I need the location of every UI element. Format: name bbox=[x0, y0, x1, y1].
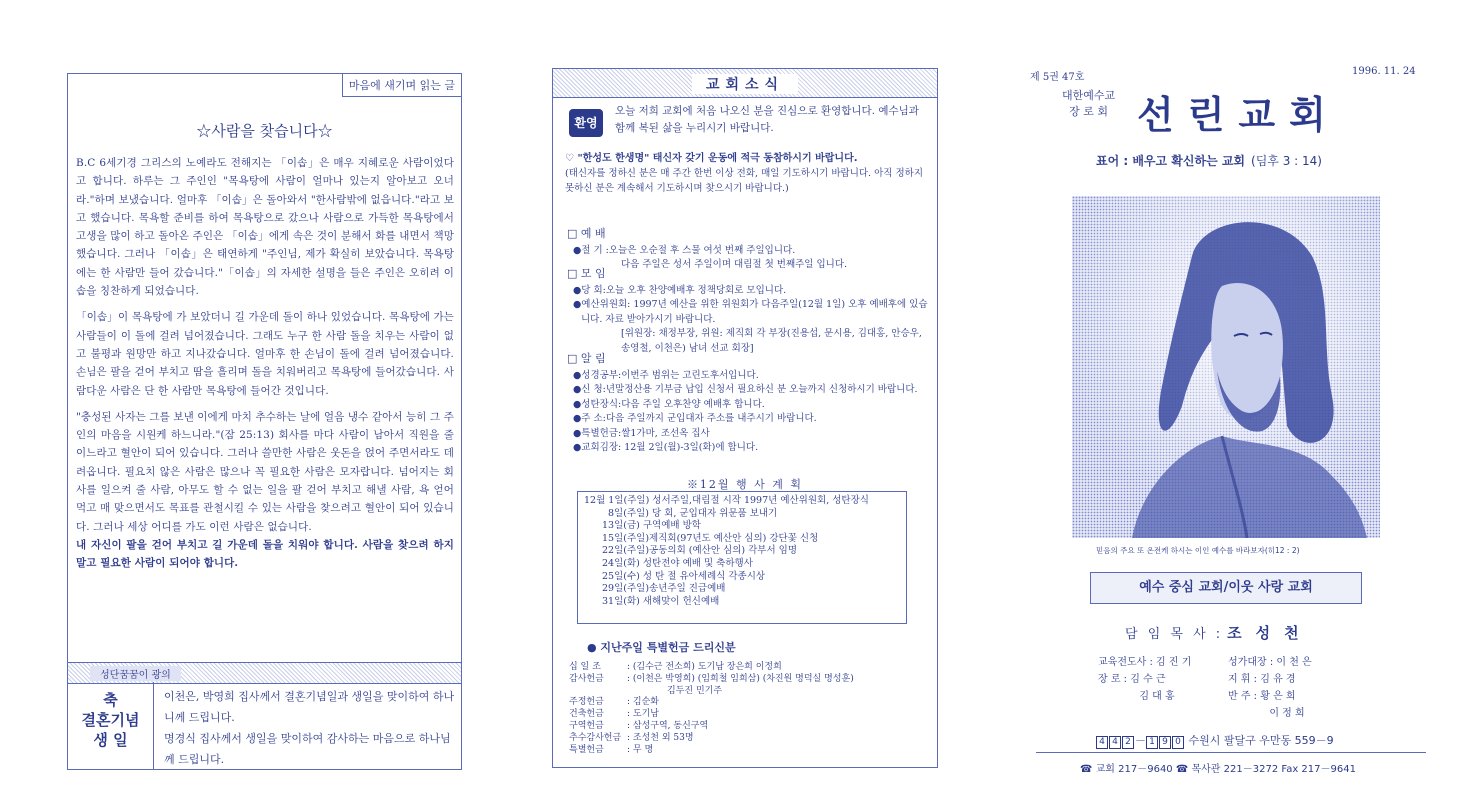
zip-digit: 4 bbox=[1109, 736, 1121, 749]
list-item: [위원장: 채정부장, 위원: 제직회 각 부장(진용섭, 문시용, 김대홍, 안승우, 송영철, 이천은) 남녀 선교 회장] bbox=[621, 328, 922, 354]
campaign-text: (태신자를 정하신 분은 매 주간 한번 이상 전화, 매일 기도하시기 바랍니다. 아직 정하지 못하신 분은 계속해서 기도하시며 찾으시기 바랍니다.) bbox=[565, 168, 924, 194]
offering-names: : 조성천 외 53명 bbox=[627, 732, 694, 743]
section-heading: □ 알 림 bbox=[567, 352, 606, 365]
offering-row bbox=[569, 721, 929, 733]
offering-names: : 김순화 bbox=[627, 697, 659, 708]
schedule-row: 25일(수) 성 탄 절 유아세례식 각종시상 bbox=[602, 570, 766, 582]
jesus-portrait-image bbox=[1072, 196, 1380, 538]
section-heading: □ 예 배 bbox=[567, 227, 606, 240]
staff-entry: 이 정 희 bbox=[1228, 708, 1305, 719]
article-closing: 내 자신이 팔을 걷어 부치고 길 가운데 돌을 치워야 합니다. 사람을 찾으려 하지 말고 필요한 사람이 되어야 합니다. bbox=[76, 538, 454, 570]
offering-names: : 도기남 bbox=[627, 709, 659, 720]
congratulation-label-line: 축 bbox=[103, 691, 118, 709]
offering-names: : (이천은 박영희) (임희철 임희삼) (차진원 명덕실 명성훈) bbox=[627, 673, 854, 684]
schedule-row: 15일(주일)제직회(97년도 예산안 심의) 강단꽃 신청 bbox=[602, 532, 819, 544]
staff-entry: 지 휘 : 김 유 경 bbox=[1228, 674, 1296, 685]
offering-list bbox=[569, 662, 929, 756]
issue-number: 제 5권 47호 bbox=[1030, 72, 1085, 83]
offering-type: 특별헌금 bbox=[569, 744, 604, 755]
staff-entry: 김 대 홍 bbox=[1098, 691, 1175, 702]
motto-text: 표어 : 배우고 확신하는 교회 bbox=[1096, 154, 1246, 168]
offering-row bbox=[569, 662, 929, 674]
list-item: ●성경공부:이번주 범위는 고린도후서입니다. bbox=[573, 369, 759, 381]
schedule-box bbox=[577, 491, 907, 624]
zip-digit: 1 bbox=[1146, 736, 1158, 749]
offering-names: 김두진 민기주 bbox=[667, 685, 723, 696]
section-heading: □ 모 임 bbox=[567, 267, 606, 280]
offering-row bbox=[569, 745, 929, 757]
pastor-name: 조성천 bbox=[1227, 624, 1313, 642]
offering-type: 추수감사헌금 bbox=[569, 732, 622, 743]
staff-row bbox=[1098, 654, 1378, 671]
welcome-text: 오늘 저희 교회에 처음 나오신 분을 진심으로 환영합니다. 예수님과 함께 복된 삶을 누리시기 바랍니다. bbox=[615, 105, 919, 134]
schedule-row: 24일(화) 성탄전야 예배 및 축하행사 bbox=[602, 557, 753, 569]
offering-names: : 삼성구역, 동신구역 bbox=[627, 720, 709, 731]
campaign-notice bbox=[565, 151, 933, 196]
staff-entry: 장 로 : 김 수 근 bbox=[1098, 674, 1166, 685]
congratulation-label-line: 결혼기념 bbox=[81, 711, 140, 729]
list-item: ●절 기 :오늘은 오순절 후 스물 여섯 번째 주일입니다. bbox=[573, 244, 796, 256]
list-item: 다음 주일은 성서 주일이며 대림절 첫 번째주일 입니다. bbox=[621, 259, 848, 270]
offering-type: 십 일 조 bbox=[569, 662, 601, 672]
campaign-title: ♡ "한성도 한생명" 태신자 갖기 운동에 적극 동참하시기 바랍니다. bbox=[565, 153, 858, 164]
staff-row bbox=[1098, 705, 1378, 722]
article-body bbox=[76, 154, 454, 581]
list-item: ●특별헌금:쌀1가마, 조선옥 집사 bbox=[573, 427, 710, 439]
address-text: 수원시 팔달구 우만동 559－9 bbox=[1188, 734, 1334, 747]
list-item: ●예산위원회: 1997년 예산을 위한 위원회가 다음주일(12월 1일) 오후 예배후에 있습니다. 자료 받아가시기 바랍니다. bbox=[573, 299, 928, 325]
denomination bbox=[1062, 88, 1115, 120]
congratulation-label-line: 생 일 bbox=[93, 731, 128, 749]
schedule-row: 29일(주일)송년주일 진급예배 bbox=[602, 583, 726, 595]
staff-entry bbox=[1098, 705, 1228, 722]
article-paragraph: B.C 6세기경 그리스의 노예라도 전해지는 「이솝」은 매우 지혜로운 사람이었다고 합니다. 하루는 그 주인인 "목욕탕에 사람이 얼마나 있는지 알아보고 오너라."하며 보냈습니다. 얼마후 「이솝」은 돌아와서 "한사람밖에 없읍니다."라고 보고 했습니다. 목욕할 준비를 하여 목욕탕으로 갔으나 사람으로 가득한 목욕탕에서 고생을 많이 하고 돌아온 주인은 「이솝」에게 속은 것이 분해서 화를 내면서 책망했습니다. 그러나 「이솝」은 태연하게 "주인님, 제가 확실히 보았습니다. 목욕탕에는 한 사람만 들어 갔습니다."「이솝」의 자세한 설명을 들은 주인은 오히려 이솝을 칭찬하게 되었습니다. bbox=[76, 157, 454, 298]
motto-reference: (딤후 3 : 14) bbox=[1251, 154, 1322, 168]
offering-type: 감사헌금 bbox=[569, 673, 604, 684]
pastor-line bbox=[1125, 622, 1313, 643]
schedule-row: 12월 1일(주일) 성서주일,대림절 시작 1997년 예산위원회, 성탄장식 bbox=[584, 495, 869, 506]
staff-row bbox=[1098, 688, 1378, 705]
divider bbox=[1036, 752, 1426, 753]
schedule-row: 22일(주일)공동의회 (예산안 심의) 각부서 임명 bbox=[602, 545, 798, 557]
church-address: 4 4 2 － 1 9 0 수원시 팔달구 우만동 559－9 bbox=[1096, 732, 1334, 749]
pastor-label: 담 임 목 사 : bbox=[1125, 627, 1224, 642]
zip-digit: 0 bbox=[1172, 736, 1184, 749]
zip-digit: 9 bbox=[1159, 736, 1171, 749]
meditation-panel bbox=[67, 73, 462, 770]
worship-section bbox=[567, 227, 932, 273]
list-item: ●당 회:오늘 오후 찬양예배후 정책당회로 모입니다. bbox=[573, 284, 787, 296]
staff-entry: 반 주 : 황 은 희 bbox=[1228, 691, 1296, 702]
list-item: ●신 청:년말정산용 기부금 납입 신청서 필요하신 분 오늘까지 신청하시기 바랍니다. bbox=[573, 384, 918, 395]
offering-row bbox=[569, 697, 929, 709]
list-item: ●주 소:다음 주일까지 군입대자 주소를 내주시기 바랍니다. bbox=[573, 413, 817, 424]
notice-section bbox=[567, 352, 932, 456]
schedule-row: 31일(화) 새해맞이 헌신예배 bbox=[602, 595, 720, 607]
offering-row bbox=[569, 674, 929, 686]
subsection-bar bbox=[68, 662, 461, 684]
article-paragraph: 「이솝」이 목욕탕에 가 보았더니 길 가운데 돌이 하나 있었습니다. 목욕탕에 가는 사람들이 이 돌에 걸려 넘어졌습니다. 그래도 누구 한 사람 돌을 치우는 사람이 없고 불평과 원망만 하고 지나갔습니다. 얼마후 한 손님이 돌에 걸려 넘어졌습니다. 손님은 팔을 걷어 부치고 땀을 흘리며 돌을 치워버리고 목욕탕에 들어갔습니다. 사람다운 사람은 단 한 사람만 목욕탕에 들어간 것입니다. bbox=[76, 311, 454, 397]
zip-digit: 4 bbox=[1096, 736, 1108, 749]
church-name: 선린교회 bbox=[1137, 93, 1340, 137]
staff-entry: 성가대장 : 이 천 은 bbox=[1228, 657, 1312, 668]
schedule-row: 13일(금) 구역예배 방학 bbox=[602, 520, 701, 532]
article-title: ☆사람을 찾습니다☆ bbox=[196, 122, 333, 140]
denomination-line: 대한예수교 bbox=[1062, 89, 1116, 102]
news-header-title: 교회소식 bbox=[692, 74, 798, 94]
offering-type: 건축헌금 bbox=[569, 709, 604, 720]
article-paragraph: "충성된 사자는 그를 보낸 이에게 마치 추수하는 날에 얼음 냉수 같아서 능히 그 주인의 마음을 시원케 하느니라."(잠 25:13) 회사를 마다 사람이 남아서 직원을 줄이느라고 혈안이 되어 있습니다. 그러나 쓸만한 사람은 웃돈을 얹어 주면서라도 데려옵니다. 필요치 않은 사람은 많으나 꼭 필요한 사람은 모자랍니다. 넘어지는 회사를 일으켜 줄 사람, 아무도 할 수 없는 일을 팔 걷어 부치고 해낼 사람, 욕 얻어 먹고 매 맞으면서도 목표를 관철시킬 수 있는 사람을 찾으려고 혈안이 되어 있습니다. 그러나 세상 어디를 가도 이런 사람은 없습니다. bbox=[76, 410, 454, 533]
issue-date: 1996. 11. 24 bbox=[1352, 66, 1416, 77]
section-tag: 마음에 새기며 읽는 글 bbox=[342, 74, 461, 97]
meeting-section bbox=[567, 267, 932, 356]
motto bbox=[1096, 152, 1322, 169]
offering-row bbox=[569, 709, 929, 721]
staff-list bbox=[1098, 654, 1378, 722]
subsection-tag: 성단꿈꿈이 광의 bbox=[90, 666, 181, 681]
offering-row bbox=[569, 686, 929, 698]
church-slogan: 예수 중심 교회/이웃 사랑 교회 bbox=[1090, 572, 1362, 604]
offering-names: : 무 명 bbox=[627, 744, 654, 755]
phone-numbers: ☎ 교회 217－9640 ☎ 목사관 221－3272 Fax 217－9641 bbox=[1080, 764, 1356, 775]
staff-row bbox=[1098, 671, 1378, 688]
congratulation-item: 이천은, 박영희 집사께서 결혼기념일과 생일을 맞이하여 하나니께 드립니다. bbox=[164, 690, 455, 724]
congratulation-label bbox=[68, 682, 154, 770]
news-header bbox=[553, 69, 937, 98]
offering-type: 주정헌금 bbox=[569, 697, 604, 708]
offering-row bbox=[569, 733, 929, 745]
offering-type: 구역헌금 bbox=[569, 720, 604, 731]
denomination-line: 장 로 회 bbox=[1069, 105, 1108, 118]
zip-digit: 2 bbox=[1122, 736, 1134, 749]
congratulation-text bbox=[164, 686, 456, 770]
welcome-badge: 환영 bbox=[569, 109, 603, 137]
list-item: ●교회김장: 12월 2일(월)-3일(화)에 합니다. bbox=[573, 442, 759, 453]
offering-names: : (김수근 전소희) 도기남 장은희 이정희 bbox=[627, 662, 782, 672]
bible-verse-caption: 믿음의 주요 또 온전케 하시는 이인 예수를 바라보자(히12 : 2) bbox=[1096, 546, 1300, 555]
schedule-row: 8일(주일) 당 회, 군입대자 위문품 보내기 bbox=[608, 507, 778, 519]
church-news-panel bbox=[552, 68, 938, 768]
schedule-title: ※12월 행 사 계 획 bbox=[686, 478, 804, 491]
list-item: ●성탄장식:다음 주일 오후찬양 예배후 합니다. bbox=[573, 398, 765, 410]
offering-title: ● 지난주일 특별헌금 드리신분 bbox=[587, 641, 736, 654]
staff-entry: 교육전도사 : 김 진 기 bbox=[1098, 657, 1192, 668]
congratulation-item: 명경식 집사께서 생일을 맞이하여 감사하는 마음으로 하나님께 드립니다. bbox=[164, 732, 451, 766]
